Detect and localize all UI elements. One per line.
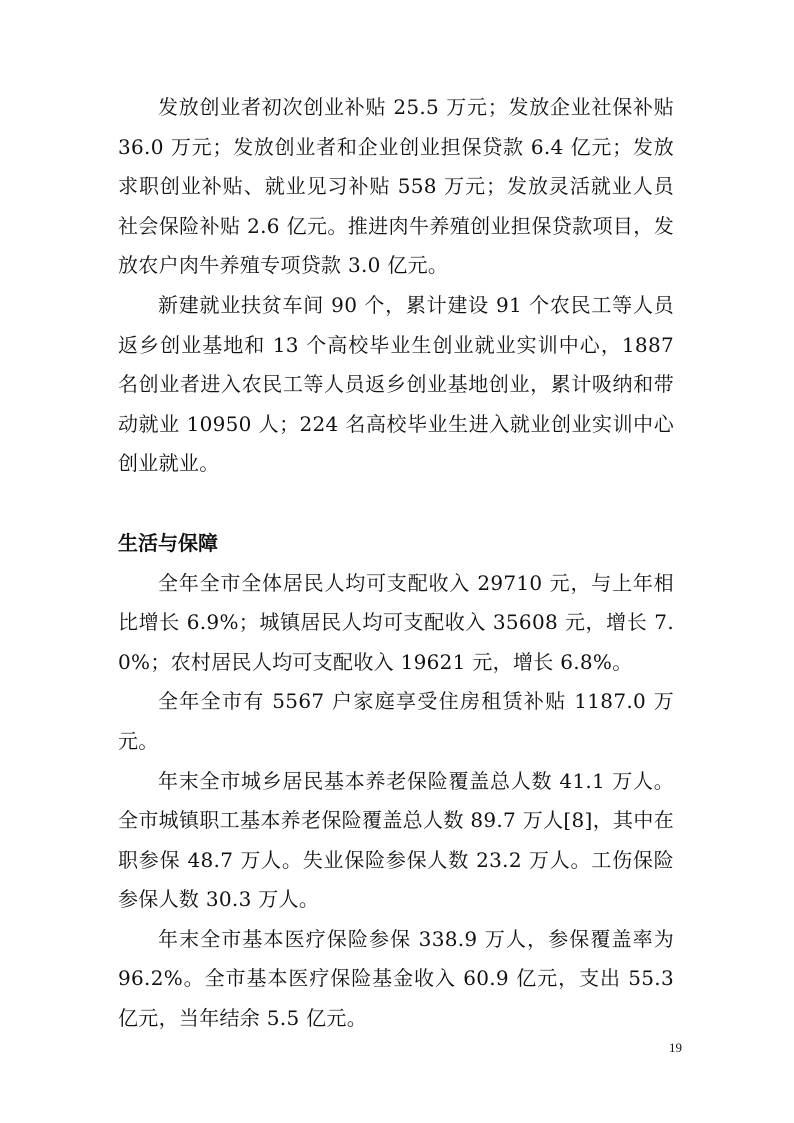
paragraph-medical-insurance: 年末全市基本医疗保险参保 338.9 万人，参保覆盖率为 96.2%。全市基本医疗保险基金收入 60.9 亿元，支出 55.3 亿元，当年结余 5.5 亿元。 [118,926,674,1031]
paragraph-employment-bases: 新建就业扶贫车间 90 个，累计建设 91 个农民工等人员返乡创业基地和 13 个高校毕业生创业就业实训中心，1887 名创业者进入农民工等人员返乡创业基地创业，累计吸纳和带动就业 10950 人；224 名高校毕业生进入就业创业实训中心创业就业。 [118,292,674,476]
paragraph-income: 全年全市全体居民人均可支配收入 29710 元，与上年相比增长 6.9%；城镇居民人均可支配收入 35608 元，增长 7.0%；农村居民人均可支配收入 19621 元，增长 6.8%。 [118,570,674,674]
page-number: 19 [669,1040,682,1055]
paragraph-housing-subsidy: 全年全市有 5567 户家庭享受住房租赁补贴 1187.0 万元。 [118,689,674,753]
paragraph-pension-insurance: 年末全市城乡居民基本养老保险覆盖总人数 41.1 万人。全市城镇职工基本养老保险覆盖总人数 89.7 万人[8]，其中在职参保 48.7 万人。失业保险参保人数 23.2 万人。工伤保险参保人数 30.3 万人。 [118,768,674,912]
paragraph-entrepreneur-subsidies: 发放创业者初次创业补贴 25.5 万元；发放企业社保补贴 36.0 万元；发放创业者和企业创业担保贷款 6.4 亿元；发放求职创业补贴、就业见习补贴 558 万元；发放灵活就业人员社会保险补贴 2.6 亿元。推进肉牛养殖创业担保贷款项目，发放农户肉牛养殖专项贷款 3.0 亿元。 [118,95,674,278]
page-content [118,88,674,1039]
section-heading-living-security: 生活与保障 [118,530,218,555]
section-spacer [118,484,674,524]
